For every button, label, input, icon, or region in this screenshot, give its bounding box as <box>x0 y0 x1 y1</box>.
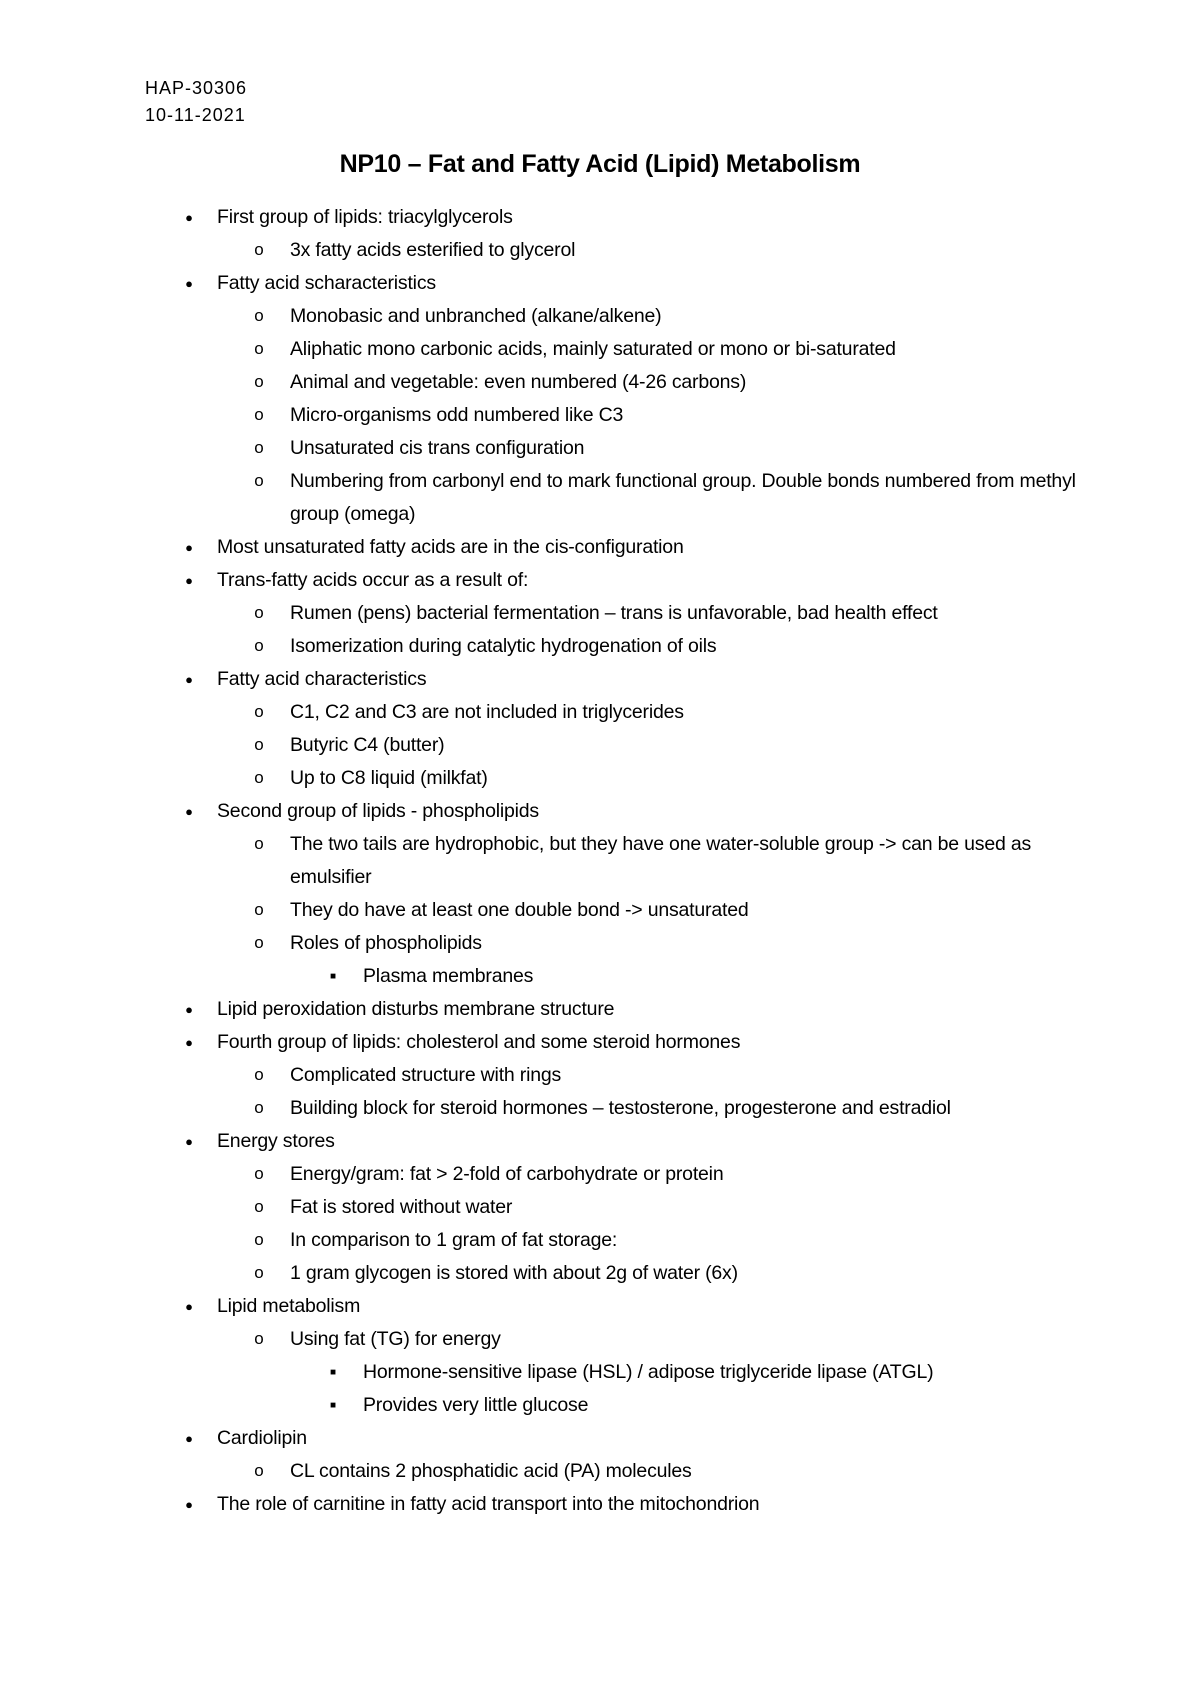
outline-item-level-2 <box>0 1455 1200 1488</box>
bullet-square-icon: ■ <box>329 1400 337 1411</box>
bullet-circle-icon: o <box>254 834 264 853</box>
bullet-disc-icon: ● <box>185 1431 193 1446</box>
bullet-circle-icon: o <box>254 1461 264 1480</box>
bullet-circle-icon: o <box>254 438 264 457</box>
outline-item-text: C1, C2 and C3 are not included in triglycerides <box>290 701 684 723</box>
outline-item-text: First group of lipids: triacylglycerols <box>217 206 513 228</box>
outline-item-level-2 <box>0 465 1200 531</box>
document-date: 10-11-2021 <box>145 105 246 125</box>
outline-item-level-2 <box>0 894 1200 927</box>
outline-item-text: They do have at least one double bond -> unsaturated <box>290 899 749 921</box>
outline-item-text: CL contains 2 phosphatidic acid (PA) molecules <box>290 1460 692 1482</box>
outline-item-text: Provides very little glucose <box>363 1394 589 1416</box>
outline-item-text: The two tails are hydrophobic, but they have one water-soluble group -> can be used as emulsifier <box>290 833 1032 888</box>
outline-item-text: Butyric C4 (butter) <box>290 734 445 756</box>
bullet-circle-icon: o <box>254 1098 264 1117</box>
outline-item-text: Building block for steroid hormones – testosterone, progesterone and estradiol <box>290 1097 951 1119</box>
outline-item-text: Plasma membranes <box>363 965 534 987</box>
outline-item-text: Energy/gram: fat > 2-fold of carbohydrate or protein <box>290 1163 724 1185</box>
bullet-disc-icon: ● <box>185 1134 193 1149</box>
bullet-circle-icon: o <box>254 1197 264 1216</box>
outline-item-level-2 <box>0 432 1200 465</box>
bullet-circle-icon: o <box>254 1065 264 1084</box>
outline-item-text: Second group of lipids - phospholipids <box>217 800 539 822</box>
bullet-circle-icon: o <box>254 372 264 391</box>
bullet-disc-icon: ● <box>185 1035 193 1050</box>
outline-item-level-3 <box>0 1356 1200 1389</box>
bullet-circle-icon: o <box>254 240 264 259</box>
outline-item-level-2 <box>0 597 1200 630</box>
outline-item-text: Most unsaturated fatty acids are in the cis-configuration <box>217 536 684 558</box>
bullet-square-icon: ■ <box>329 971 337 982</box>
outline-item-text: The role of carnitine in fatty acid transport into the mitochondrion <box>217 1493 760 1515</box>
outline-item-text: Fourth group of lipids: cholesterol and some steroid hormones <box>217 1031 741 1053</box>
bullet-circle-icon: o <box>254 603 264 622</box>
outline-item-level-1 <box>0 663 1200 696</box>
outline-item-level-2 <box>0 630 1200 663</box>
bullet-circle-icon: o <box>254 1164 264 1183</box>
outline-item-level-2 <box>0 333 1200 366</box>
bullet-circle-icon: o <box>254 339 264 358</box>
outline-item-text: Lipid metabolism <box>217 1295 361 1317</box>
outline-item-text: Fatty acid characteristics <box>217 668 427 690</box>
outline-item-level-2 <box>0 300 1200 333</box>
outline-item-level-2 <box>0 1323 1200 1356</box>
outline-item-level-1 <box>0 795 1200 828</box>
outline-item-level-2 <box>0 1191 1200 1224</box>
outline-item-text: Energy stores <box>217 1130 335 1152</box>
bullet-disc-icon: ● <box>185 210 193 225</box>
bullet-circle-icon: o <box>254 306 264 325</box>
bullet-disc-icon: ● <box>185 573 193 588</box>
outline-item-level-2 <box>0 828 1200 894</box>
outline-item-level-2 <box>0 1257 1200 1290</box>
outline-item-level-2 <box>0 729 1200 762</box>
bullet-disc-icon: ● <box>185 540 193 555</box>
outline-item-text: Roles of phospholipids <box>290 932 482 954</box>
bullet-circle-icon: o <box>254 471 264 490</box>
bullet-circle-icon: o <box>254 1329 264 1348</box>
bullet-square-icon: ■ <box>329 1367 337 1378</box>
outline-item-level-1 <box>0 1422 1200 1455</box>
outline-item-text: Fat is stored without water <box>290 1196 513 1218</box>
outline-item-text: Unsaturated cis trans configuration <box>290 437 585 459</box>
outline-item-level-3 <box>0 960 1200 993</box>
outline-item-level-1 <box>0 1290 1200 1323</box>
bullet-disc-icon: ● <box>185 276 193 291</box>
outline-item-level-3 <box>0 1389 1200 1422</box>
bullet-circle-icon: o <box>254 768 264 787</box>
outline-item-text: Rumen (pens) bacterial fermentation – trans is unfavorable, bad health effect <box>290 602 938 624</box>
outline-item-text: Up to C8 liquid (milkfat) <box>290 767 488 789</box>
bullet-circle-icon: o <box>254 1230 264 1249</box>
bullet-outline <box>0 201 1200 1521</box>
bullet-circle-icon: o <box>254 405 264 424</box>
outline-item-level-1 <box>0 1488 1200 1521</box>
bullet-circle-icon: o <box>254 900 264 919</box>
outline-item-level-1 <box>0 1026 1200 1059</box>
outline-item-level-2 <box>0 762 1200 795</box>
outline-item-level-1 <box>0 564 1200 597</box>
outline-item-text: Complicated structure with rings <box>290 1064 562 1086</box>
bullet-circle-icon: o <box>254 1263 264 1282</box>
outline-item-level-2 <box>0 696 1200 729</box>
outline-item-level-1 <box>0 993 1200 1026</box>
bullet-disc-icon: ● <box>185 1299 193 1314</box>
outline-item-text: Fatty acid scharacteristics <box>217 272 436 294</box>
outline-item-text: Cardiolipin <box>217 1427 307 1449</box>
page-title: NP10 – Fat and Fatty Acid (Lipid) Metabolism <box>339 150 861 178</box>
bullet-circle-icon: o <box>254 735 264 754</box>
outline-item-text: Isomerization during catalytic hydrogenation of oils <box>290 635 717 657</box>
outline-item-text: 1 gram glycogen is stored with about 2g of water (6x) <box>290 1262 738 1284</box>
outline-item-level-1 <box>0 267 1200 300</box>
outline-item-level-2 <box>0 927 1200 960</box>
outline-item-level-2 <box>0 366 1200 399</box>
outline-item-text: 3x fatty acids esterified to glycerol <box>290 239 576 261</box>
bullet-disc-icon: ● <box>185 1497 193 1512</box>
outline-item-level-1 <box>0 201 1200 234</box>
outline-item-level-1 <box>0 531 1200 564</box>
outline-item-text: Animal and vegetable: even numbered (4-26 carbons) <box>290 371 747 393</box>
outline-item-text: Trans-fatty acids occur as a result of: <box>217 569 529 591</box>
outline-item-level-2 <box>0 1224 1200 1257</box>
course-code: HAP-30306 <box>145 78 248 98</box>
outline-item-level-2 <box>0 1059 1200 1092</box>
outline-item-text: Monobasic and unbranched (alkane/alkene) <box>290 305 662 327</box>
outline-item-text: Micro-organisms odd numbered like C3 <box>290 404 624 426</box>
bullet-circle-icon: o <box>254 636 264 655</box>
outline-item-level-2 <box>0 234 1200 267</box>
outline-item-text: Using fat (TG) for energy <box>290 1328 501 1350</box>
outline-item-level-2 <box>0 1092 1200 1125</box>
outline-item-text: Aliphatic mono carbonic acids, mainly saturated or mono or bi-saturated <box>290 338 896 360</box>
bullet-disc-icon: ● <box>185 672 193 687</box>
outline-item-text: Numbering from carbonyl end to mark functional group. Double bonds numbered from methyl group (omega) <box>290 470 1076 525</box>
bullet-circle-icon: o <box>254 933 264 952</box>
bullet-disc-icon: ● <box>185 804 193 819</box>
outline-item-text: In comparison to 1 gram of fat storage: <box>290 1229 618 1251</box>
outline-item-text: Lipid peroxidation disturbs membrane structure <box>217 998 615 1020</box>
outline-item-level-2 <box>0 1158 1200 1191</box>
outline-item-level-2 <box>0 399 1200 432</box>
bullet-disc-icon: ● <box>185 1002 193 1017</box>
outline-item-text: Hormone-sensitive lipase (HSL) / adipose triglyceride lipase (ATGL) <box>363 1361 934 1383</box>
outline-item-level-1 <box>0 1125 1200 1158</box>
bullet-circle-icon: o <box>254 702 264 721</box>
